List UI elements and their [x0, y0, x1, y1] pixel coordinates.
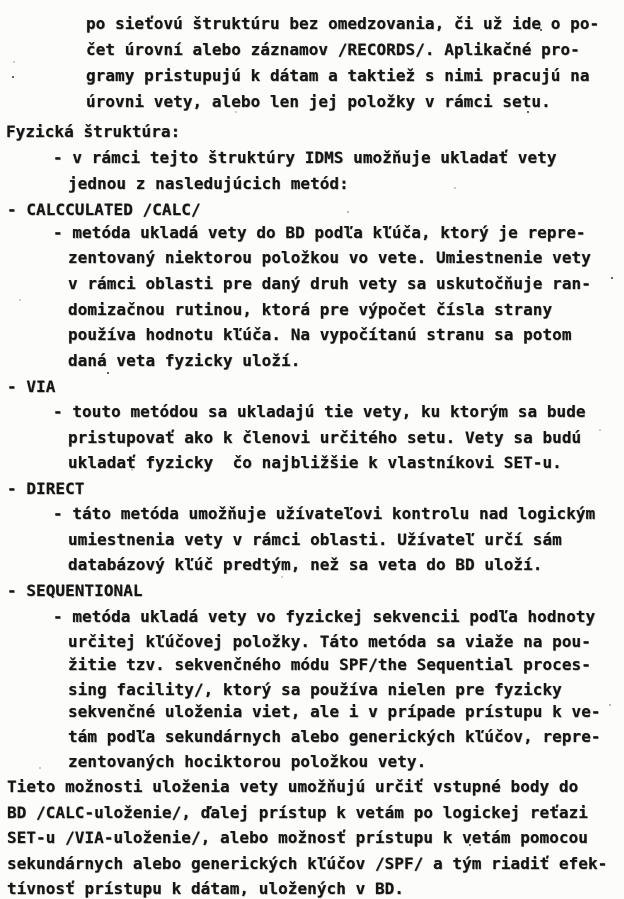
sequentional-body-line: sekvenčné uloženia viet, ale i v prípade prístupu k ve-	[68, 702, 601, 721]
closing-line: BD /CALC-uloženie/, ďalej prístup k vetám po logickej reťazi	[7, 803, 588, 822]
closing-line: tívnosť prístupu k dátam, uložených v BD.	[7, 879, 404, 898]
sequentional-body-line: sing facility/, ktorý sa používa nielen pre fyzicky	[68, 680, 562, 699]
via-body-line: pristupovať ako k členovi určitého setu. Vety sa budú	[68, 428, 582, 447]
direct-body-line: databázový kľúč predtým, než sa veta do BD uloží.	[68, 555, 543, 574]
calc-body-line: zentovaný niektorou položkou vo vete. Umiestnenie vety	[68, 248, 591, 267]
sequentional-body-line: určitej kľúčovej položky. Táto metóda sa viaže na pou-	[68, 632, 591, 651]
direct-body-line: umiestnenia vety v rámci oblasti. Užívateľ určí sám	[68, 530, 562, 549]
calc-body-line: daná veta fyzicky uloží.	[68, 351, 301, 370]
intro-line: gramy pristupujú k dátam a taktiež s nimi pracujú na	[86, 66, 590, 85]
sequentional-body-line: žitie tzv. sekvenčného módu SPF/the Sequential proces-	[68, 655, 591, 674]
physical-bullet-line: jednou z nasledujúcich metód:	[68, 174, 349, 193]
via-body-line: - touto metódou sa ukladajú tie vety, ku ktorým sa bude	[53, 402, 586, 421]
section-heading-direct: - DIRECT	[7, 479, 85, 498]
closing-line: SET-u /VIA-uloženie/, alebo možnosť prístupu k vetám pomocou	[7, 828, 588, 847]
calc-body-line: v rámci oblasti pre daný druh vety sa uskutočňuje ran-	[68, 274, 591, 293]
sequentional-body-line: tám podľa sekundárnych alebo generických kľúčov, repre-	[68, 727, 601, 746]
closing-line: sekundárnych alebo generických kľúčov /SPF/ a tým riadiť efek-	[7, 854, 608, 873]
calc-body-line: používa hodnotu kľúča. Na vypočítanú stranu sa potom	[68, 325, 572, 344]
intro-line: po sieťovú štruktúru bez omedzovania, či už ide o po-	[86, 14, 600, 33]
section-heading-calc: - CALCCULATED /CALC/	[7, 200, 201, 219]
section-heading-via: - VIA	[7, 377, 56, 396]
direct-body-line: - táto metóda umožňuje užívateľovi kontrolu nad logickým	[53, 504, 596, 523]
physical-structure-heading: Fyzická štruktúra:	[6, 122, 181, 141]
physical-bullet-line: - v rámci tejto štruktúry IDMS umožňuje ukladať vety	[53, 148, 557, 167]
intro-line: úrovni vety, alebo len jej položky v rámci setu.	[86, 92, 551, 111]
via-body-line: ukladať fyzicky čo najbližšie k vlastníkovi SET-u.	[68, 453, 562, 472]
sequentional-body-line: - metóda ukladá vety vo fyzickej sekvencii podľa hodnoty	[53, 607, 596, 626]
calc-body-line: - metóda ukladá vety do BD podľa kľúča, ktorý je repre-	[53, 223, 586, 242]
intro-line: čet úrovní alebo záznamov /RECORDS/. Aplikačné pro-	[86, 40, 580, 59]
calc-body-line: domizačnou rutinou, ktorá pre výpočet čísla strany	[68, 300, 553, 319]
sequentional-body-line: zentovaných hociktorou položkou vety.	[68, 752, 427, 771]
closing-line: Tieto možnosti uloženia vety umožňujú určiť vstupné body do	[7, 777, 579, 796]
section-heading-sequentional: - SEQUENTIONAL	[7, 581, 143, 600]
